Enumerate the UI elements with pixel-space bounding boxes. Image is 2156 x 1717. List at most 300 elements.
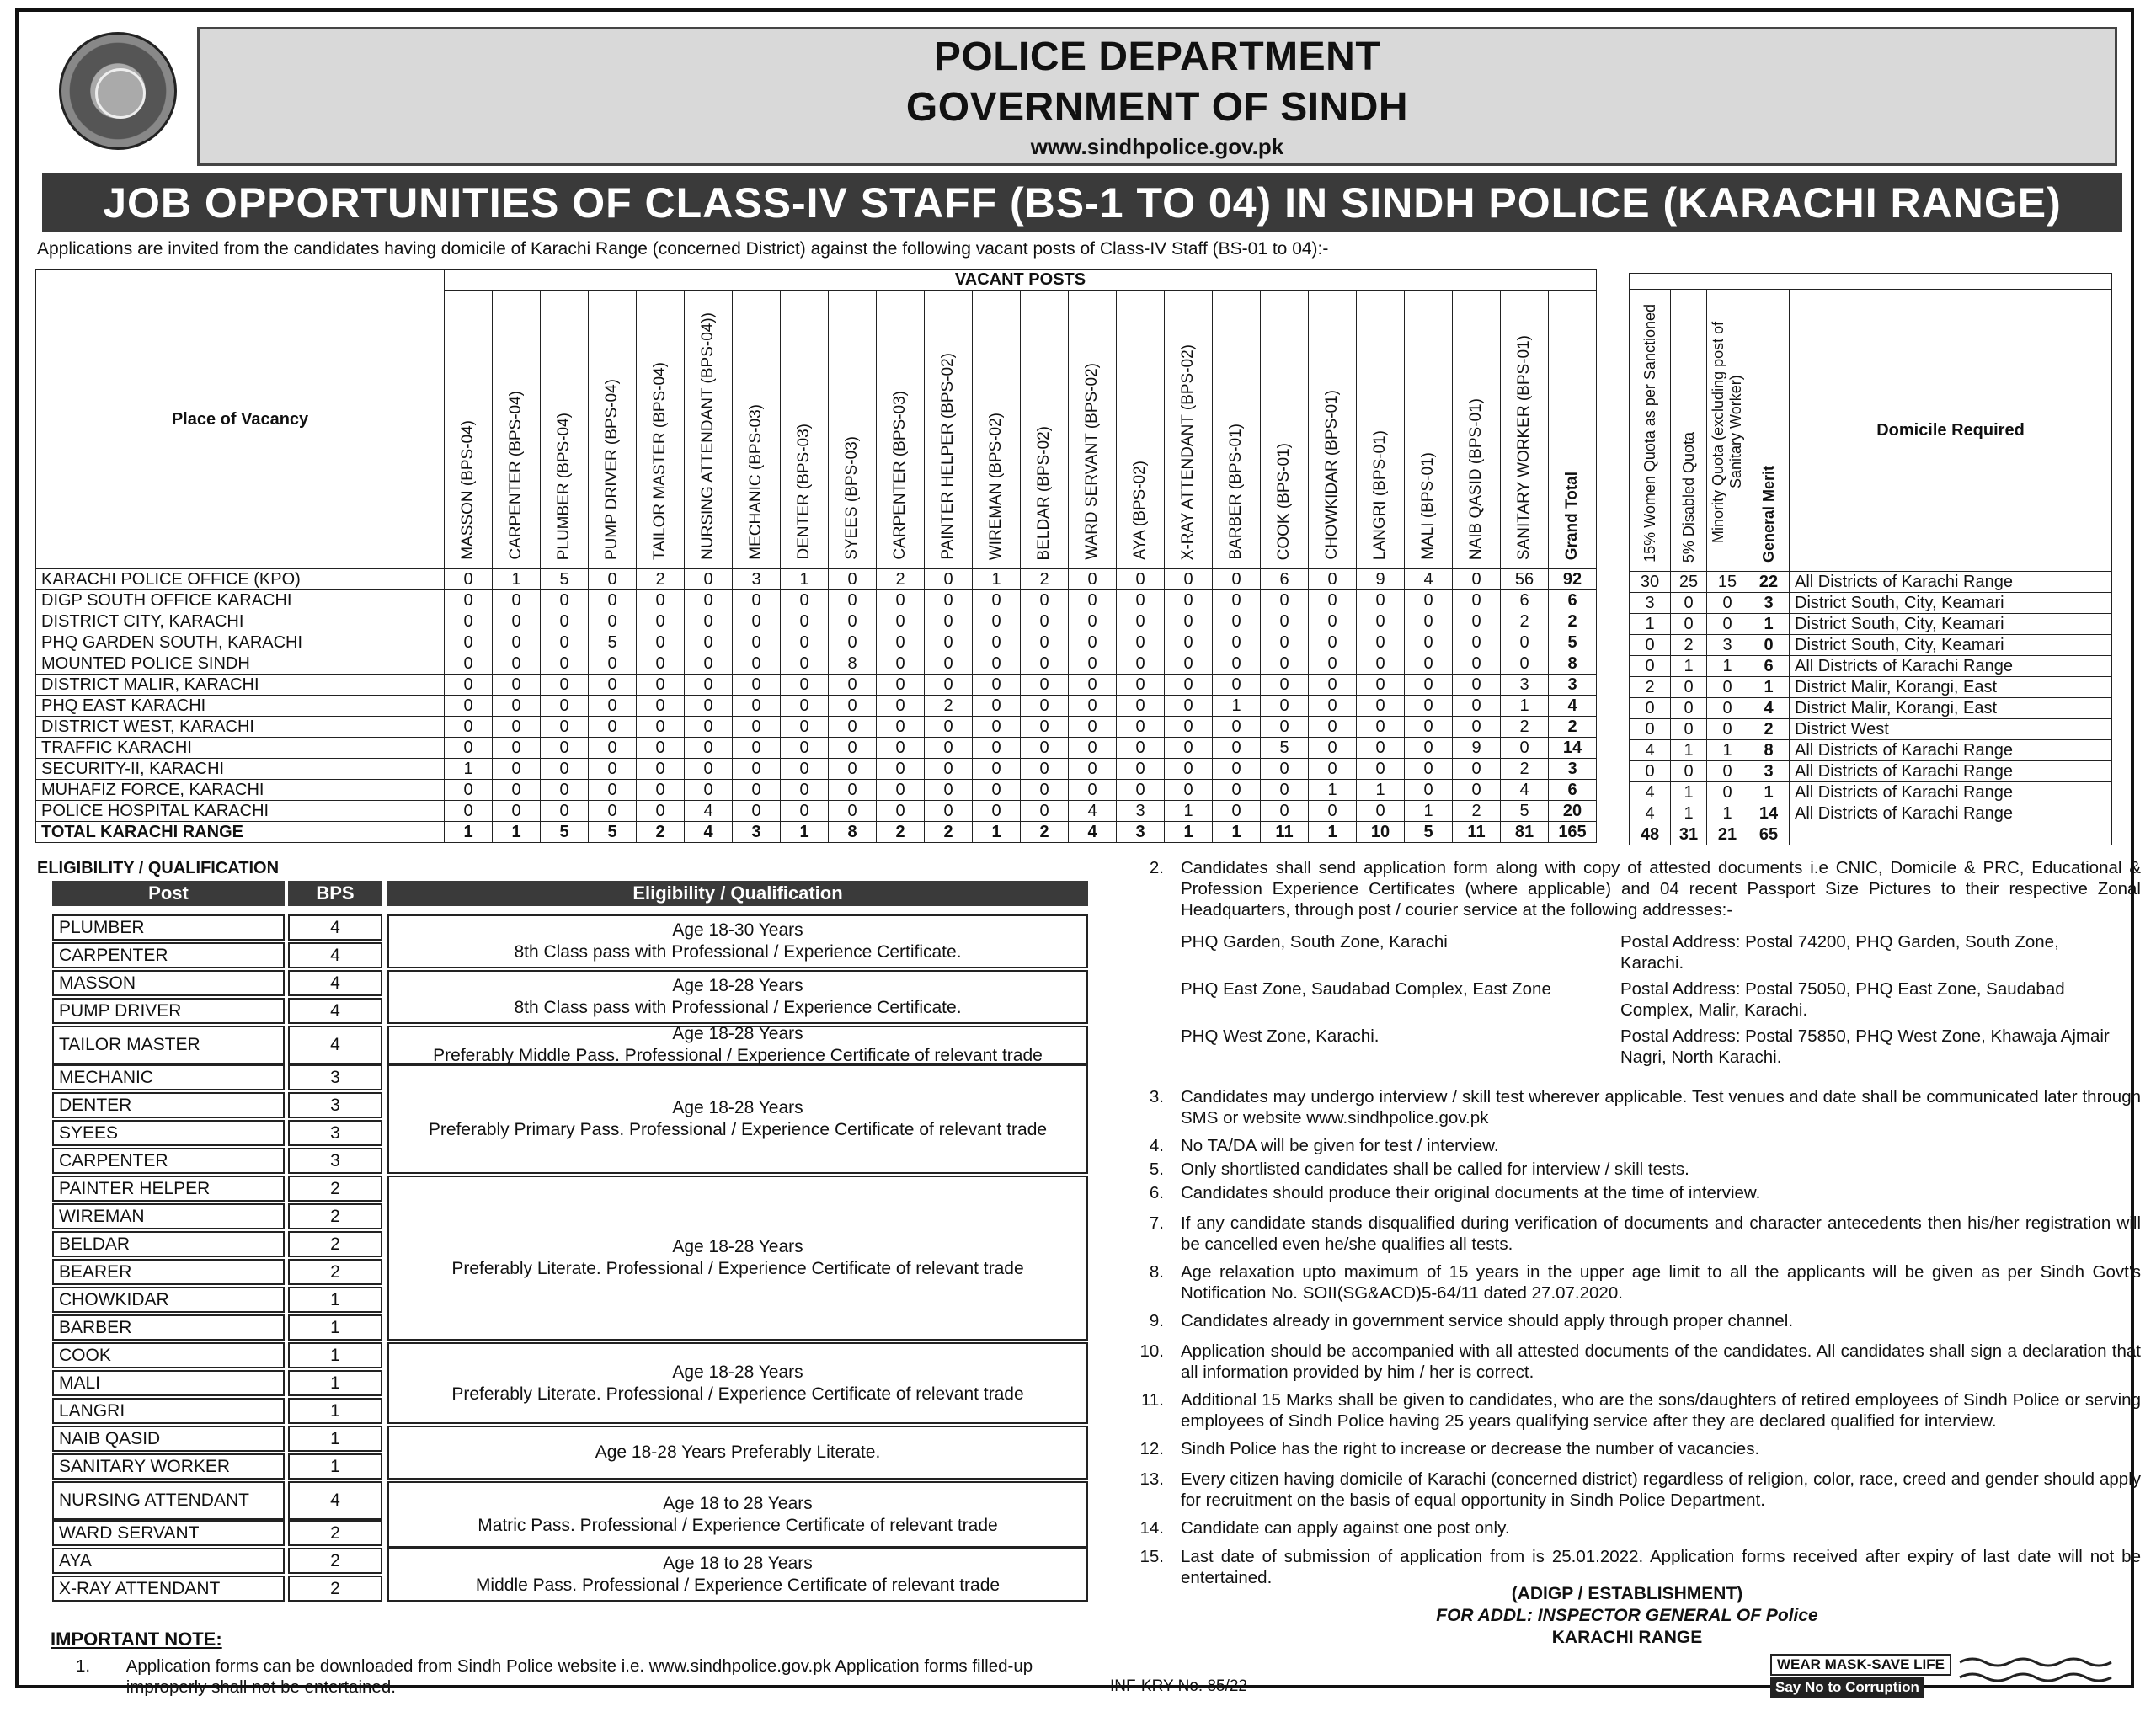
vacancy-cell: 0 (445, 801, 493, 822)
domicile-cell: All Districts of Karachi Range (1790, 782, 2112, 803)
vacancy-cell: 5 (541, 822, 589, 843)
vacancy-cell: 3 (1501, 675, 1549, 696)
vacancy-cell: 0 (733, 611, 781, 632)
vacancy-cell: 0 (589, 653, 637, 675)
vacancy-cell: 11 (1261, 822, 1309, 843)
domicile-cell: All Districts of Karachi Range (1790, 740, 2112, 761)
qualification-detail: Middle Pass. Professional / Experience Certificate of relevant trade (475, 1576, 1001, 1595)
note-text: Last date of submission of application from is 25.01.2022. Application forms received after expiry of last date will not be entertained. (1181, 1547, 2141, 1587)
vacancy-cell: 0 (829, 590, 877, 611)
vacancy-cell: 0 (973, 801, 1021, 822)
vacancy-cell: 0 (925, 611, 973, 632)
quota-cell: 3 (1748, 761, 1790, 782)
vacancy-cell: 0 (1213, 759, 1261, 780)
quota-cell: 2 (1630, 677, 1671, 698)
postal-address: Postal Address: Postal 75050, PHQ East Zone, Saudabad Complex, Malir, Karachi. (1620, 979, 2065, 1020)
quota-cell: 0 (1671, 761, 1707, 782)
post-name: CARPENTER (52, 1148, 285, 1174)
vacancy-cell: 0 (1261, 590, 1309, 611)
place-cell: DISTRICT WEST, KARACHI (36, 717, 445, 738)
vacancy-cell: 0 (685, 632, 733, 653)
post-bps: 2 (288, 1548, 382, 1574)
vacancy-cell: 0 (589, 696, 637, 717)
vacancy-cell: 0 (877, 675, 925, 696)
vacancy-cell: 92 (1549, 569, 1597, 590)
note-number: 14. (1139, 1518, 1164, 1538)
vacancy-cell: 0 (1309, 696, 1357, 717)
vacancy-cell: 0 (493, 717, 541, 738)
vacancy-cell: 0 (1069, 590, 1117, 611)
vacancy-cell: 0 (445, 717, 493, 738)
vacancy-cell: 0 (541, 653, 589, 675)
vacancy-cell: 0 (1261, 675, 1309, 696)
quota-cell: 1 (1671, 782, 1707, 803)
note-text: Candidate can apply against one post only. (1181, 1518, 1510, 1538)
vacancy-cell: 0 (1069, 569, 1117, 590)
vacancy-cell: 0 (637, 717, 685, 738)
vacancy-cell: 0 (1453, 717, 1501, 738)
vacancy-cell: 0 (733, 717, 781, 738)
vacancy-cell: 0 (685, 590, 733, 611)
vacancy-cell: 0 (877, 696, 925, 717)
qualification-cell (387, 970, 1088, 1024)
post-bps: 4 (288, 1481, 382, 1520)
vacancy-cell: 0 (1309, 717, 1357, 738)
quota-column-label: 15% Women Quota as per Sanctioned (1641, 304, 1658, 563)
vacancy-cell: 0 (493, 759, 541, 780)
vacancy-cell: 0 (733, 675, 781, 696)
signature-line-3: KARACHI RANGE (1551, 1628, 1703, 1647)
vacancy-cell: 0 (1261, 801, 1309, 822)
quota-cell: 0 (1671, 677, 1707, 698)
place-cell: POLICE HOSPITAL KARACHI (36, 801, 445, 822)
vacancy-cell: 0 (445, 653, 493, 675)
vacancy-cell: 3 (1549, 759, 1597, 780)
quota-row (1630, 719, 2112, 740)
post-column-label: DENTER (BPS-03) (795, 424, 813, 560)
post-bps: 2 (288, 1520, 382, 1546)
quota-cell: 2 (1748, 719, 1790, 740)
vacancy-cell: 1 (493, 822, 541, 843)
qualification-age: Age 18-30 Years (672, 920, 803, 940)
quota-cell: 2 (1671, 635, 1707, 656)
vacancy-cell: 4 (1501, 780, 1549, 801)
vacancy-cell: 0 (1357, 801, 1405, 822)
zone-name: PHQ West Zone, Karachi. (1181, 1026, 1380, 1046)
vacancy-cell: 1 (445, 822, 493, 843)
vacancy-row (36, 780, 1597, 801)
post-name: AYA (52, 1548, 285, 1574)
vacancy-cell: 0 (973, 717, 1021, 738)
vacancy-cell: 0 (589, 590, 637, 611)
vacancy-cell: 0 (637, 780, 685, 801)
vacancy-cell: 0 (1357, 717, 1405, 738)
vacancy-cell: 0 (1309, 632, 1357, 653)
post-column-label: BELDAR (BPS-02) (1035, 425, 1053, 560)
mask-slogan-badge: WEAR MASK-SAVE LIFE (1770, 1654, 1951, 1676)
vacancy-cell: 0 (781, 653, 829, 675)
vacancy-cell: 2 (1021, 822, 1069, 843)
vacancy-cell: 0 (541, 696, 589, 717)
place-cell: TOTAL KARACHI RANGE (36, 822, 445, 843)
post-name: CHOWKIDAR (52, 1287, 285, 1313)
post-column-label: NURSING ATTENDANT (BPS-04)) (699, 312, 717, 560)
vacancy-cell: 20 (1549, 801, 1597, 822)
vacancy-cell: 14 (1549, 738, 1597, 759)
vacancy-cell: 0 (1261, 611, 1309, 632)
vacancy-cell: 0 (1405, 590, 1453, 611)
note-text: Candidates already in government service should apply through proper channel. (1181, 1311, 1794, 1330)
vacancy-cell: 8 (1549, 653, 1597, 675)
vacancy-cell: 0 (637, 801, 685, 822)
vacancy-cell: 0 (637, 611, 685, 632)
vacancy-cell: 0 (1405, 696, 1453, 717)
vacant-posts-header: VACANT POSTS (445, 270, 1597, 291)
vacancy-cell: 0 (1165, 632, 1213, 653)
vacancy-row (36, 675, 1597, 696)
post-column-label: COOK (BPS-01) (1275, 442, 1293, 560)
post-bps: 3 (288, 1148, 382, 1174)
post-column-header (829, 291, 877, 569)
post-name: BEARER (52, 1259, 285, 1285)
vacancy-cell: 0 (1117, 569, 1165, 590)
vacancy-cell: 0 (1021, 717, 1069, 738)
vacancy-cell: 0 (1117, 611, 1165, 632)
vacancy-cell: 0 (589, 738, 637, 759)
vacancy-cell: 0 (1501, 632, 1549, 653)
vacancy-cell: 2 (925, 696, 973, 717)
post-bps: 4 (288, 914, 382, 941)
vacancy-cell: 0 (637, 590, 685, 611)
vacancy-cell: 0 (1021, 675, 1069, 696)
vacancy-cell: 2 (877, 569, 925, 590)
qualification-detail: Matric Pass. Professional / Experience Certificate of relevant trade (478, 1515, 998, 1535)
quota-row (1630, 677, 2112, 698)
quota-cell: 1 (1630, 614, 1671, 635)
vacancy-cell: 0 (1021, 590, 1069, 611)
domicile-cell: District South, City, Keamari (1790, 614, 2112, 635)
post-name: MALI (52, 1370, 285, 1396)
note-number: 11. (1141, 1390, 1164, 1410)
vacancy-cell: 0 (1069, 738, 1117, 759)
post-column-label: MALI (BPS-01) (1419, 452, 1437, 560)
vacancy-row (36, 801, 1597, 822)
post-bps: 4 (288, 942, 382, 968)
post-bps: 3 (288, 1092, 382, 1118)
quota-cell: 0 (1630, 698, 1671, 719)
vacancy-cell: 0 (541, 738, 589, 759)
post-bps: 3 (288, 1064, 382, 1090)
vacancy-cell: 0 (1117, 590, 1165, 611)
important-note-number: 1. (76, 1656, 91, 1676)
vacancy-cell: 0 (1021, 780, 1069, 801)
vacancy-row (36, 653, 1597, 675)
vacancy-cell: 0 (877, 759, 925, 780)
post-column-label: CARPENTER (BPS-03) (891, 391, 909, 560)
note-text: Only shortlisted candidates shall be called for interview / skill tests. (1181, 1160, 1689, 1179)
post-column-header (781, 291, 829, 569)
vacancy-cell: 1 (445, 759, 493, 780)
vacancy-cell: 0 (781, 675, 829, 696)
quota-cell: 6 (1748, 656, 1790, 677)
vacancy-row (36, 759, 1597, 780)
vacancy-cell: 0 (733, 738, 781, 759)
post-bps: 1 (288, 1453, 382, 1480)
vacancy-cell: 0 (973, 759, 1021, 780)
qualification-header: Eligibility / Qualification (387, 881, 1088, 906)
note-number: 4. (1149, 1136, 1164, 1155)
vacancy-cell: 0 (589, 569, 637, 590)
quota-cell: 0 (1671, 719, 1707, 740)
vacancy-cell: 0 (829, 738, 877, 759)
vacancy-cell: 1 (1309, 822, 1357, 843)
vacancy-cell: 0 (781, 738, 829, 759)
vacancy-cell: 0 (493, 801, 541, 822)
post-bps: 1 (288, 1287, 382, 1313)
vacancy-cell: 0 (925, 801, 973, 822)
post-column-header (1213, 291, 1261, 569)
vacancy-cell: 0 (925, 759, 973, 780)
post-name: WIREMAN (52, 1203, 285, 1229)
qualification-cell (387, 1026, 1088, 1064)
vacancy-cell: 4 (1549, 696, 1597, 717)
vacancy-cell: 0 (1117, 632, 1165, 653)
qualification-cell (387, 1426, 1088, 1480)
post-name: CARPENTER (52, 942, 285, 968)
post-column-header (1165, 291, 1213, 569)
vacancy-cell: 8 (829, 653, 877, 675)
vacancy-cell: 0 (589, 611, 637, 632)
vacancy-cell: 0 (1069, 696, 1117, 717)
vacancy-cell: 0 (1213, 675, 1261, 696)
note-number: 13. (1139, 1469, 1164, 1489)
vacancy-cell: 0 (1501, 653, 1549, 675)
note-number: 12. (1139, 1439, 1164, 1458)
vacancy-cell: 0 (1357, 675, 1405, 696)
vacancy-cell: 0 (925, 738, 973, 759)
note-number: 10. (1139, 1341, 1164, 1361)
vacancy-cell: 0 (541, 675, 589, 696)
vacancy-cell: 0 (637, 759, 685, 780)
vacancy-cell: 0 (1117, 696, 1165, 717)
vacancy-cell: 0 (1309, 653, 1357, 675)
post-column-header (445, 291, 493, 569)
quota-cell: 1 (1671, 656, 1707, 677)
domicile-cell: District South, City, Keamari (1790, 593, 2112, 614)
vacancy-cell: 0 (829, 569, 877, 590)
vacancy-cell: 0 (1453, 675, 1501, 696)
quota-cell: 65 (1748, 824, 1790, 845)
vacancy-cell: 0 (1069, 717, 1117, 738)
vacancy-cell: 0 (877, 590, 925, 611)
quota-total-row (1630, 824, 2112, 845)
quota-row (1630, 761, 2112, 782)
vacancy-cell: 0 (685, 780, 733, 801)
vacancy-cell: 0 (781, 717, 829, 738)
quota-cell: 0 (1707, 698, 1748, 719)
vacancy-cell: 0 (1069, 611, 1117, 632)
vacancy-cell: 0 (925, 780, 973, 801)
post-name: PAINTER HELPER (52, 1176, 285, 1202)
quota-cell: 48 (1630, 824, 1671, 845)
vacancy-cell: 0 (781, 611, 829, 632)
vacancy-cell: 0 (733, 653, 781, 675)
vacancy-cell: 0 (973, 780, 1021, 801)
important-note-title: IMPORTANT NOTE: (51, 1629, 222, 1650)
place-cell: DIGP SOUTH OFFICE KARACHI (36, 590, 445, 611)
post-name: COOK (52, 1342, 285, 1368)
vacancy-cell: 4 (1069, 822, 1117, 843)
note-number: 3. (1149, 1087, 1164, 1106)
vacancy-cell: 0 (1309, 675, 1357, 696)
post-name: PLUMBER (52, 914, 285, 941)
quota-cell: 14 (1748, 803, 1790, 824)
vacancy-cell: 0 (685, 738, 733, 759)
vacancy-cell: 0 (925, 653, 973, 675)
government-title: GOVERNMENT OF SINDH (905, 85, 1409, 130)
vacancy-cell: 0 (1021, 738, 1069, 759)
header-box (197, 27, 2117, 166)
vacancy-cell: 0 (1117, 780, 1165, 801)
vacancy-cell: 0 (1357, 696, 1405, 717)
vacancy-cell: 0 (1117, 675, 1165, 696)
vacancy-cell: 6 (1549, 780, 1597, 801)
quota-cell: 15 (1707, 572, 1748, 593)
vacancy-cell: 3 (1117, 822, 1165, 843)
vacancy-cell: 0 (1213, 611, 1261, 632)
vacancy-cell: 1 (1309, 780, 1357, 801)
signature-line-2: FOR ADDL: INSPECTOR GENERAL OF Police (1436, 1606, 1818, 1625)
quota-cell: 8 (1748, 740, 1790, 761)
note-number: 9. (1149, 1311, 1164, 1330)
quota-cell: 0 (1707, 614, 1748, 635)
website-url: www.sindhpolice.gov.pk (1030, 134, 1284, 159)
vacancy-cell: 0 (1453, 759, 1501, 780)
note-number: 8. (1149, 1262, 1164, 1282)
vacancy-cell: 0 (781, 801, 829, 822)
domicile-cell: All Districts of Karachi Range (1790, 656, 2112, 677)
vacancy-cell: 0 (1405, 653, 1453, 675)
vacancy-cell: 0 (733, 780, 781, 801)
vacancy-cell: 0 (1357, 611, 1405, 632)
vacancy-cell: 0 (1117, 759, 1165, 780)
vacancy-cell: 0 (685, 653, 733, 675)
vacancy-cell: 0 (829, 675, 877, 696)
vacancy-cell: 0 (589, 675, 637, 696)
vacancy-cell: 10 (1357, 822, 1405, 843)
vacancy-cell: 0 (1261, 717, 1309, 738)
vacancy-cell: 1 (1405, 801, 1453, 822)
qualification-detail: 8th Class pass with Professional / Experience Certificate. (514, 998, 962, 1017)
domicile-cell: District Malir, Korangi, East (1790, 698, 2112, 719)
vacancy-cell: 0 (685, 611, 733, 632)
vacancy-cell: 1 (973, 822, 1021, 843)
qualification-detail: Preferably Literate. Professional / Experience Certificate of relevant trade (451, 1384, 1024, 1404)
vacancy-cell: 0 (1021, 632, 1069, 653)
vacancy-cell: 4 (1405, 569, 1453, 590)
post-name: X-RAY ATTENDANT (52, 1576, 285, 1602)
place-cell: PHQ EAST KARACHI (36, 696, 445, 717)
vacancy-cell: 0 (445, 738, 493, 759)
post-name: NURSING ATTENDANT (52, 1481, 285, 1520)
vacancy-cell: 0 (445, 632, 493, 653)
bps-header: BPS (288, 881, 382, 906)
vacancy-cell: 0 (1405, 780, 1453, 801)
quota-row (1630, 572, 2112, 593)
vacancy-cell: 0 (1261, 653, 1309, 675)
vacancy-cell: 0 (1453, 590, 1501, 611)
quota-cell: 1 (1671, 740, 1707, 761)
vacancy-cell: 0 (1453, 632, 1501, 653)
vacancy-cell: 0 (877, 611, 925, 632)
post-column-label: NAIB QASID (BPS-01) (1467, 397, 1485, 560)
qualification-detail: Preferably Primary Pass. Professional / Experience Certificate of relevant trade (428, 1120, 1048, 1139)
post-column-header (973, 291, 1021, 569)
signature-block (1282, 1583, 1972, 1649)
zone-name: PHQ East Zone, Saudabad Complex, East Zone (1181, 979, 1551, 999)
quota-cell: 4 (1630, 782, 1671, 803)
quota-row (1630, 782, 2112, 803)
vacancy-cell: 0 (541, 611, 589, 632)
vacancy-cell: 0 (1405, 738, 1453, 759)
place-cell: DISTRICT MALIR, KARACHI (36, 675, 445, 696)
important-note-1 (76, 1656, 1095, 1698)
post-name: MASSON (52, 970, 285, 996)
vacancy-cell: 0 (733, 801, 781, 822)
qualification-cell (387, 1481, 1088, 1548)
vacancy-cell: 2 (877, 822, 925, 843)
vacancy-cell: 0 (973, 653, 1021, 675)
vacancy-cell: 0 (589, 780, 637, 801)
post-bps: 1 (288, 1426, 382, 1452)
vacancy-cell: 0 (637, 738, 685, 759)
post-column-header (877, 291, 925, 569)
vacancy-cell: 0 (1213, 632, 1261, 653)
vacancy-cell: 0 (637, 675, 685, 696)
post-column-label: CARPENTER (BPS-04) (507, 391, 525, 560)
vacancy-cell: 0 (493, 738, 541, 759)
vacancy-cell: 0 (733, 696, 781, 717)
vacancy-cell: 0 (1357, 653, 1405, 675)
vacancy-row (36, 611, 1597, 632)
vacancy-cell: 0 (493, 780, 541, 801)
vacancy-cell: 0 (925, 717, 973, 738)
vacancy-cell: 0 (1069, 759, 1117, 780)
quota-row (1630, 740, 2112, 761)
vacancy-cell: 0 (1501, 738, 1549, 759)
quota-column-header (1671, 290, 1707, 572)
vacancy-cell: 0 (1117, 717, 1165, 738)
post-column-header (1261, 291, 1309, 569)
header (20, 13, 2129, 169)
quota-cell: 3 (1707, 635, 1748, 656)
vacancy-cell: 0 (1069, 653, 1117, 675)
quota-cell: 1 (1707, 740, 1748, 761)
vacancy-cell: 0 (541, 590, 589, 611)
vacancy-cell: 0 (1261, 780, 1309, 801)
vacancy-row (36, 696, 1597, 717)
vacancy-cell: 0 (493, 653, 541, 675)
vacancy-cell: 2 (637, 822, 685, 843)
vacancy-cell: 0 (829, 780, 877, 801)
note-text: If any candidate stands disqualified during verification of documents and character antecedents then his/her registration will be cancelled even he/she qualifies all tests. (1181, 1213, 2141, 1254)
vacancy-cell: 0 (829, 801, 877, 822)
quota-cell: 1 (1707, 803, 1748, 824)
vacancy-cell: 0 (733, 759, 781, 780)
note-number: 2. (1149, 858, 1164, 877)
post-column-label: PLUMBER (BPS-04) (555, 412, 573, 560)
post-name: PUMP DRIVER (52, 998, 285, 1024)
